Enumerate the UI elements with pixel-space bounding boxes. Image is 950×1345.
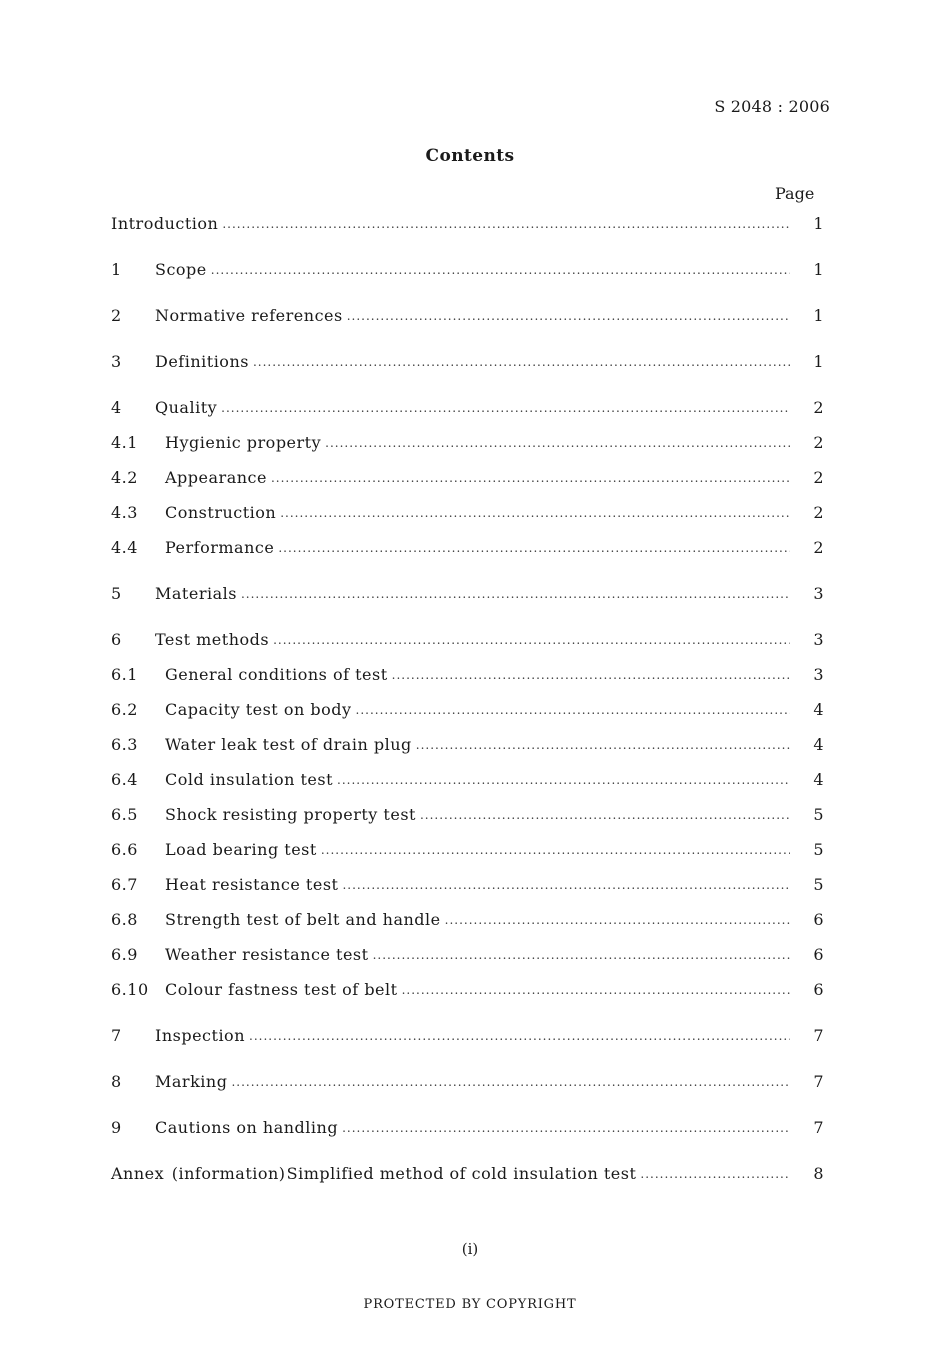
toc-entry-label: Marking [155, 1072, 228, 1091]
toc-entry-label: Strength test of belt and handle [165, 910, 441, 929]
dot-leader [231, 1075, 790, 1089]
dot-leader [273, 633, 790, 647]
toc-entry-label: Scope [155, 260, 207, 279]
dot-leader [253, 355, 790, 369]
toc-entry-3[interactable] [111, 352, 824, 374]
toc-entry-6-6[interactable] [111, 840, 824, 862]
toc-entry-page: 6 [813, 910, 824, 929]
dot-leader [211, 263, 790, 277]
toc-entry-label: Colour fastness test of belt [165, 980, 398, 999]
toc-entry-4-4[interactable] [111, 538, 824, 560]
toc-entry-number: 3 [111, 352, 122, 371]
dot-leader [392, 668, 790, 682]
dot-leader [271, 471, 790, 485]
toc-entry-number: 2 [111, 306, 122, 325]
toc-entry-page: 4 [813, 770, 824, 789]
toc-entry-6-8[interactable] [111, 910, 824, 932]
page-column-header: Page [775, 184, 815, 203]
dot-leader [420, 808, 790, 822]
toc-entry-6-10[interactable] [111, 980, 824, 1002]
toc-entry-number: 4 [111, 398, 122, 417]
toc-entry-page: 1 [813, 214, 824, 233]
toc-entry-number: 6.4 [111, 770, 138, 789]
toc-entry-page: 6 [813, 980, 824, 999]
toc-entry-label: Definitions [155, 352, 249, 371]
toc-entry-label: Heat resistance test [165, 875, 339, 894]
toc-entry-page: 5 [813, 875, 824, 894]
toc-entry-number: 9 [111, 1118, 122, 1137]
toc-entry-number: 6.7 [111, 875, 138, 894]
dot-leader [356, 703, 791, 717]
toc-entry-page: 3 [813, 630, 824, 649]
toc-entry-page: 4 [813, 700, 824, 719]
dot-leader [373, 948, 790, 962]
toc-entry-page: 3 [813, 665, 824, 684]
toc-entry-6-9[interactable] [111, 945, 824, 967]
toc-entry-page: 5 [813, 805, 824, 824]
copyright-notice: PROTECTED BY COPYRIGHT [363, 1297, 577, 1312]
standard-number: S 2048 : 2006 [714, 97, 830, 116]
dot-leader [640, 1167, 790, 1181]
toc-entry-label: Introduction [111, 214, 219, 233]
toc-entry-label: General conditions of test [165, 665, 388, 684]
toc-entry-5[interactable] [111, 584, 824, 606]
toc-entry-number: 4.4 [111, 538, 138, 557]
toc-entry-number: 6 [111, 630, 122, 649]
toc-entry-number: 7 [111, 1026, 122, 1045]
toc-entry-number: 6.6 [111, 840, 138, 859]
toc-entry-number: 8 [111, 1072, 122, 1091]
annex-title: Simplified method of cold insulation test [286, 1164, 637, 1183]
dot-leader [342, 1121, 790, 1135]
toc-entry-6-4[interactable] [111, 770, 824, 792]
dot-leader [445, 913, 790, 927]
dot-leader [222, 217, 790, 231]
toc-entry-2[interactable] [111, 306, 824, 328]
toc-entry-page: 2 [813, 398, 824, 417]
toc-entry-page: 2 [813, 503, 824, 522]
toc-entry-page: 1 [813, 260, 824, 279]
dot-leader [278, 541, 790, 555]
toc-entry-4-1[interactable] [111, 433, 824, 455]
toc-entry-label: Water leak test of drain plug [165, 735, 412, 754]
toc-entry-number: 6.10 [111, 980, 149, 999]
toc-entry-label: Appearance [165, 468, 267, 487]
toc-entry-label: Weather resistance test [165, 945, 369, 964]
dot-leader [249, 1029, 790, 1043]
toc-entry-label: Construction [165, 503, 277, 522]
toc-entry-label: Quality [155, 398, 218, 417]
toc-entry-page: 2 [813, 468, 824, 487]
dot-leader [416, 738, 790, 752]
toc-entry-number: 6.8 [111, 910, 138, 929]
toc-entry-number: 4.2 [111, 468, 138, 487]
dot-leader [325, 436, 790, 450]
toc-entry-6-1[interactable] [111, 665, 824, 687]
dot-leader [337, 773, 790, 787]
toc-entry-4[interactable] [111, 398, 824, 420]
toc-entry-label: Cautions on handling [155, 1118, 339, 1137]
toc-entry-page: 1 [813, 352, 824, 371]
toc-entry-page: 8 [813, 1164, 824, 1183]
page-title: Contents [425, 146, 515, 166]
toc-entry-label: Hygienic property [165, 433, 322, 452]
toc-entry-introduction[interactable] [111, 214, 824, 236]
toc-entry-annex[interactable] [111, 1164, 824, 1186]
toc-entry-page: 2 [813, 538, 824, 557]
toc-entry-page: 6 [813, 945, 824, 964]
toc-entry-page: 5 [813, 840, 824, 859]
dot-leader [241, 587, 790, 601]
toc-entry-page: 4 [813, 735, 824, 754]
toc-entry-6-3[interactable] [111, 735, 824, 757]
toc-entry-number: 6.3 [111, 735, 138, 754]
toc-entry-page: 1 [813, 306, 824, 325]
toc-entry-page: 7 [813, 1026, 824, 1045]
toc-entry-label: Shock resisting property test [165, 805, 416, 824]
toc-entry-label: Materials [155, 584, 237, 603]
annex-designation: Annex (information) [111, 1164, 286, 1183]
toc-entry-number: 5 [111, 584, 122, 603]
toc-entry-page: 3 [813, 584, 824, 603]
toc-entry-1[interactable] [111, 260, 824, 282]
toc-entry-number: 6.1 [111, 665, 138, 684]
toc-entry-number: 4.3 [111, 503, 138, 522]
page-folio: (i) [461, 1240, 479, 1258]
toc-entry-label: Test methods [155, 630, 270, 649]
toc-entry-label: Cold insulation test [165, 770, 334, 789]
toc-entry-label: Load bearing test [165, 840, 317, 859]
toc-entry-7[interactable] [111, 1026, 824, 1048]
toc-entry-6[interactable] [111, 630, 824, 652]
toc-entry-label: Inspection [155, 1026, 245, 1045]
toc-entry-page: 7 [813, 1072, 824, 1091]
toc-entry-9[interactable] [111, 1118, 824, 1140]
toc-entry-4-2[interactable] [111, 468, 824, 490]
toc-entry-page: 7 [813, 1118, 824, 1137]
toc-entry-label: Capacity test on body [165, 700, 352, 719]
toc-entry-6-7[interactable] [111, 875, 824, 897]
toc-entry-4-3[interactable] [111, 503, 824, 525]
dot-leader [347, 309, 790, 323]
toc-entry-number: 6.2 [111, 700, 138, 719]
toc-entry-6-2[interactable] [111, 700, 824, 722]
dot-leader [402, 983, 790, 997]
dot-leader [321, 843, 790, 857]
toc-entry-label: Performance [165, 538, 275, 557]
toc-entry-8[interactable] [111, 1072, 824, 1094]
toc-entry-page: 2 [813, 433, 824, 452]
toc-entry-number: 6.9 [111, 945, 138, 964]
toc-entry-number: 4.1 [111, 433, 138, 452]
toc-entry-number: 6.5 [111, 805, 138, 824]
toc-entry-label: Normative references [155, 306, 343, 325]
dot-leader [221, 401, 790, 415]
toc-entry-6-5[interactable] [111, 805, 824, 827]
dot-leader [342, 878, 790, 892]
toc-entry-number: 1 [111, 260, 122, 279]
dot-leader [280, 506, 790, 520]
